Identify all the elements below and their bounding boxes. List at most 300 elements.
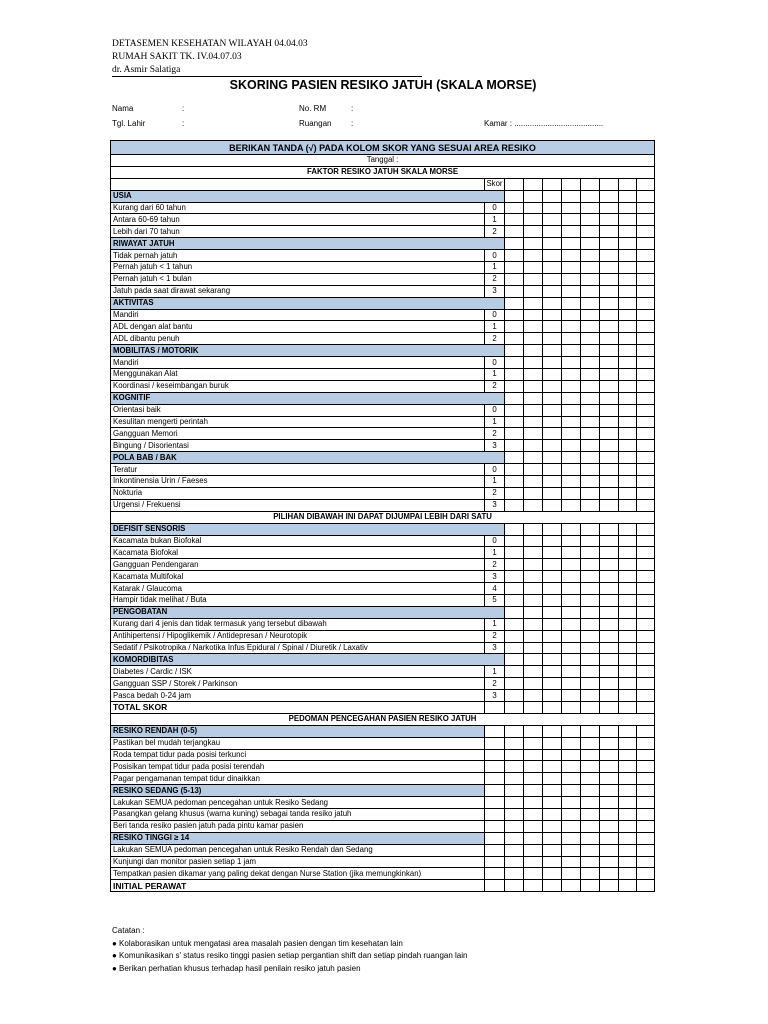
check-cell[interactable] [543,202,562,214]
check-cell[interactable] [505,797,524,809]
check-cell[interactable] [619,642,637,654]
check-cell[interactable] [524,785,543,797]
check-cell[interactable] [562,345,581,357]
check-cell[interactable] [505,404,524,416]
check-cell[interactable] [581,571,600,583]
check-cell[interactable] [637,262,655,274]
check-cell[interactable] [562,856,581,868]
check-cell[interactable] [505,666,524,678]
check-cell[interactable] [637,476,655,488]
check-cell[interactable] [637,369,655,381]
check-cell[interactable] [581,238,600,250]
check-cell[interactable] [581,392,600,404]
check-cell[interactable] [600,678,619,690]
check-cell[interactable] [543,380,562,392]
check-cell[interactable] [581,369,600,381]
check-cell[interactable] [524,856,543,868]
check-cell[interactable] [600,725,619,737]
check-cell[interactable] [581,642,600,654]
check-cell[interactable] [524,190,543,202]
check-cell[interactable] [581,487,600,499]
check-cell[interactable] [524,262,543,274]
check-cell[interactable] [637,761,655,773]
check-cell[interactable] [600,285,619,297]
check-cell[interactable] [562,440,581,452]
check-cell[interactable] [505,309,524,321]
check-cell[interactable] [505,262,524,274]
check-cell[interactable] [562,214,581,226]
check-cell[interactable] [562,523,581,535]
check-cell[interactable] [543,583,562,595]
check-cell[interactable] [581,678,600,690]
check-cell[interactable] [619,452,637,464]
check-cell[interactable] [637,380,655,392]
check-cell[interactable] [505,571,524,583]
check-cell[interactable] [619,487,637,499]
check-cell[interactable] [619,345,637,357]
check-cell[interactable] [619,690,637,702]
check-cell[interactable] [637,357,655,369]
check-cell[interactable] [543,190,562,202]
check-cell[interactable] [524,832,543,844]
check-cell[interactable] [543,785,562,797]
check-cell[interactable] [543,642,562,654]
check-cell[interactable] [543,487,562,499]
check-cell[interactable] [524,226,543,238]
check-cell[interactable] [562,594,581,606]
check-cell[interactable] [505,273,524,285]
check-cell[interactable] [619,868,637,880]
check-cell[interactable] [505,761,524,773]
check-cell[interactable] [505,868,524,880]
check-cell[interactable] [524,630,543,642]
check-cell[interactable] [600,345,619,357]
check-cell[interactable] [524,380,543,392]
check-cell[interactable] [543,868,562,880]
check-cell[interactable] [581,250,600,262]
check-cell[interactable] [600,761,619,773]
check-cell[interactable] [619,238,637,250]
check-cell[interactable] [581,380,600,392]
check-cell[interactable] [600,380,619,392]
check-cell[interactable] [600,440,619,452]
check-cell[interactable] [524,773,543,785]
check-cell[interactable] [562,321,581,333]
check-cell[interactable] [543,297,562,309]
check-cell[interactable] [581,499,600,511]
check-cell[interactable] [600,618,619,630]
check-cell[interactable] [637,808,655,820]
check-cell[interactable] [543,476,562,488]
check-cell[interactable] [562,737,581,749]
check-cell[interactable] [543,416,562,428]
check-cell[interactable] [562,226,581,238]
check-cell[interactable] [524,749,543,761]
check-cell[interactable] [562,309,581,321]
check-cell[interactable] [562,380,581,392]
check-cell[interactable] [505,606,524,618]
check-cell[interactable] [637,487,655,499]
check-cell[interactable] [505,535,524,547]
check-cell[interactable] [637,285,655,297]
check-cell[interactable] [637,499,655,511]
check-cell[interactable] [562,868,581,880]
check-cell[interactable] [600,630,619,642]
check-cell[interactable] [543,464,562,476]
check-cell[interactable] [505,440,524,452]
check-cell[interactable] [619,761,637,773]
check-cell[interactable] [581,440,600,452]
check-cell[interactable] [581,594,600,606]
check-cell[interactable] [600,856,619,868]
check-cell[interactable] [543,392,562,404]
check-cell[interactable] [581,690,600,702]
check-cell[interactable] [600,333,619,345]
check-cell[interactable] [600,535,619,547]
check-cell[interactable] [619,392,637,404]
check-cell[interactable] [524,737,543,749]
check-cell[interactable] [505,369,524,381]
check-cell[interactable] [524,333,543,345]
check-cell[interactable] [562,190,581,202]
check-cell[interactable] [524,309,543,321]
check-cell[interactable] [600,701,619,713]
check-cell[interactable] [562,238,581,250]
check-cell[interactable] [505,523,524,535]
check-cell[interactable] [619,547,637,559]
check-cell[interactable] [619,654,637,666]
check-cell[interactable] [543,357,562,369]
check-cell[interactable] [505,226,524,238]
check-cell[interactable] [637,690,655,702]
check-cell[interactable] [543,523,562,535]
check-cell[interactable] [600,428,619,440]
check-cell[interactable] [562,761,581,773]
check-cell[interactable] [637,428,655,440]
check-cell[interactable] [505,749,524,761]
check-cell[interactable] [505,618,524,630]
check-cell[interactable] [619,844,637,856]
check-cell[interactable] [637,464,655,476]
check-cell[interactable] [543,285,562,297]
check-cell[interactable] [600,214,619,226]
check-cell[interactable] [524,523,543,535]
check-cell[interactable] [543,832,562,844]
check-cell[interactable] [600,832,619,844]
check-cell[interactable] [524,583,543,595]
check-cell[interactable] [637,654,655,666]
check-cell[interactable] [619,476,637,488]
check-cell[interactable] [562,606,581,618]
check-cell[interactable] [581,606,600,618]
check-cell[interactable] [505,357,524,369]
check-cell[interactable] [562,250,581,262]
check-cell[interactable] [637,797,655,809]
check-cell[interactable] [619,380,637,392]
check-cell[interactable] [562,273,581,285]
check-cell[interactable] [619,606,637,618]
check-cell[interactable] [581,297,600,309]
check-cell[interactable] [543,345,562,357]
check-cell[interactable] [524,654,543,666]
check-cell[interactable] [600,571,619,583]
check-cell[interactable] [581,654,600,666]
check-cell[interactable] [581,321,600,333]
check-cell[interactable] [562,642,581,654]
check-cell[interactable] [637,559,655,571]
check-cell[interactable] [581,309,600,321]
check-cell[interactable] [562,785,581,797]
check-cell[interactable] [619,273,637,285]
check-cell[interactable] [619,523,637,535]
check-cell[interactable] [505,416,524,428]
check-cell[interactable] [505,594,524,606]
check-cell[interactable] [600,654,619,666]
check-cell[interactable] [543,630,562,642]
check-cell[interactable] [562,297,581,309]
check-cell[interactable] [581,178,600,190]
check-cell[interactable] [637,273,655,285]
check-cell[interactable] [524,178,543,190]
check-cell[interactable] [543,428,562,440]
check-cell[interactable] [637,333,655,345]
check-cell[interactable] [619,262,637,274]
check-cell[interactable] [619,440,637,452]
check-cell[interactable] [619,499,637,511]
check-cell[interactable] [581,262,600,274]
check-cell[interactable] [524,238,543,250]
check-cell[interactable] [619,583,637,595]
check-cell[interactable] [600,262,619,274]
check-cell[interactable] [637,678,655,690]
check-cell[interactable] [505,333,524,345]
check-cell[interactable] [543,594,562,606]
check-cell[interactable] [505,856,524,868]
check-cell[interactable] [562,202,581,214]
check-cell[interactable] [524,606,543,618]
check-cell[interactable] [581,749,600,761]
check-cell[interactable] [562,773,581,785]
check-cell[interactable] [543,820,562,832]
check-cell[interactable] [581,666,600,678]
check-cell[interactable] [524,202,543,214]
check-cell[interactable] [562,464,581,476]
check-cell[interactable] [562,476,581,488]
check-cell[interactable] [619,725,637,737]
check-cell[interactable] [562,749,581,761]
check-cell[interactable] [581,844,600,856]
check-cell[interactable] [505,214,524,226]
check-cell[interactable] [637,666,655,678]
check-cell[interactable] [619,737,637,749]
check-cell[interactable] [600,523,619,535]
check-cell[interactable] [619,357,637,369]
check-cell[interactable] [581,832,600,844]
check-cell[interactable] [524,404,543,416]
check-cell[interactable] [543,773,562,785]
check-cell[interactable] [637,583,655,595]
check-cell[interactable] [637,773,655,785]
check-cell[interactable] [581,820,600,832]
check-cell[interactable] [637,737,655,749]
check-cell[interactable] [637,404,655,416]
check-cell[interactable] [543,404,562,416]
check-cell[interactable] [505,690,524,702]
check-cell[interactable] [637,238,655,250]
check-cell[interactable] [637,452,655,464]
check-cell[interactable] [637,345,655,357]
check-cell[interactable] [619,773,637,785]
check-cell[interactable] [600,594,619,606]
check-cell[interactable] [524,273,543,285]
check-cell[interactable] [524,535,543,547]
check-cell[interactable] [619,226,637,238]
check-cell[interactable] [600,820,619,832]
check-cell[interactable] [562,820,581,832]
check-cell[interactable] [543,250,562,262]
check-cell[interactable] [505,464,524,476]
check-cell[interactable] [600,749,619,761]
check-cell[interactable] [505,487,524,499]
check-cell[interactable] [619,820,637,832]
check-cell[interactable] [543,725,562,737]
check-cell[interactable] [543,808,562,820]
check-cell[interactable] [619,678,637,690]
check-cell[interactable] [543,797,562,809]
check-cell[interactable] [637,202,655,214]
check-cell[interactable] [505,642,524,654]
check-cell[interactable] [619,880,637,892]
check-cell[interactable] [562,416,581,428]
check-cell[interactable] [600,785,619,797]
check-cell[interactable] [581,785,600,797]
check-cell[interactable] [524,214,543,226]
check-cell[interactable] [600,416,619,428]
check-cell[interactable] [543,690,562,702]
check-cell[interactable] [600,452,619,464]
check-cell[interactable] [562,262,581,274]
check-cell[interactable] [505,285,524,297]
check-cell[interactable] [581,404,600,416]
check-cell[interactable] [562,832,581,844]
check-cell[interactable] [581,868,600,880]
check-cell[interactable] [543,737,562,749]
check-cell[interactable] [637,868,655,880]
check-cell[interactable] [543,856,562,868]
check-cell[interactable] [524,392,543,404]
check-cell[interactable] [524,571,543,583]
check-cell[interactable] [524,559,543,571]
check-cell[interactable] [619,749,637,761]
check-cell[interactable] [524,880,543,892]
check-cell[interactable] [543,606,562,618]
check-cell[interactable] [600,404,619,416]
check-cell[interactable] [562,808,581,820]
check-cell[interactable] [619,309,637,321]
check-cell[interactable] [543,452,562,464]
check-cell[interactable] [562,547,581,559]
check-cell[interactable] [637,606,655,618]
check-cell[interactable] [524,321,543,333]
check-cell[interactable] [619,178,637,190]
check-cell[interactable] [543,321,562,333]
check-cell[interactable] [619,666,637,678]
check-cell[interactable] [524,678,543,690]
check-cell[interactable] [524,416,543,428]
check-cell[interactable] [619,369,637,381]
check-cell[interactable] [581,452,600,464]
check-cell[interactable] [505,547,524,559]
check-cell[interactable] [619,214,637,226]
check-cell[interactable] [562,487,581,499]
check-cell[interactable] [581,701,600,713]
check-cell[interactable] [581,618,600,630]
check-cell[interactable] [637,297,655,309]
check-cell[interactable] [581,630,600,642]
check-cell[interactable] [543,654,562,666]
check-cell[interactable] [562,285,581,297]
check-cell[interactable] [581,476,600,488]
check-cell[interactable] [562,392,581,404]
check-cell[interactable] [637,547,655,559]
check-cell[interactable] [524,868,543,880]
check-cell[interactable] [524,820,543,832]
check-cell[interactable] [524,797,543,809]
check-cell[interactable] [600,559,619,571]
check-cell[interactable] [637,749,655,761]
check-cell[interactable] [543,844,562,856]
check-cell[interactable] [581,880,600,892]
check-cell[interactable] [600,547,619,559]
check-cell[interactable] [581,333,600,345]
check-cell[interactable] [619,416,637,428]
check-cell[interactable] [524,428,543,440]
check-cell[interactable] [562,559,581,571]
check-cell[interactable] [505,202,524,214]
check-cell[interactable] [562,404,581,416]
check-cell[interactable] [619,559,637,571]
check-cell[interactable] [637,440,655,452]
check-cell[interactable] [505,250,524,262]
check-cell[interactable] [637,880,655,892]
check-cell[interactable] [619,321,637,333]
check-cell[interactable] [562,357,581,369]
check-cell[interactable] [505,737,524,749]
check-cell[interactable] [562,690,581,702]
check-cell[interactable] [619,630,637,642]
check-cell[interactable] [600,369,619,381]
check-cell[interactable] [524,357,543,369]
check-cell[interactable] [600,297,619,309]
check-cell[interactable] [543,440,562,452]
check-cell[interactable] [524,594,543,606]
check-cell[interactable] [600,880,619,892]
check-cell[interactable] [637,594,655,606]
check-cell[interactable] [562,654,581,666]
check-cell[interactable] [581,226,600,238]
check-cell[interactable] [581,808,600,820]
check-cell[interactable] [581,773,600,785]
check-cell[interactable] [524,666,543,678]
check-cell[interactable] [505,321,524,333]
check-cell[interactable] [581,428,600,440]
check-cell[interactable] [524,297,543,309]
check-cell[interactable] [637,820,655,832]
check-cell[interactable] [600,583,619,595]
check-cell[interactable] [543,701,562,713]
check-cell[interactable] [600,238,619,250]
check-cell[interactable] [581,190,600,202]
